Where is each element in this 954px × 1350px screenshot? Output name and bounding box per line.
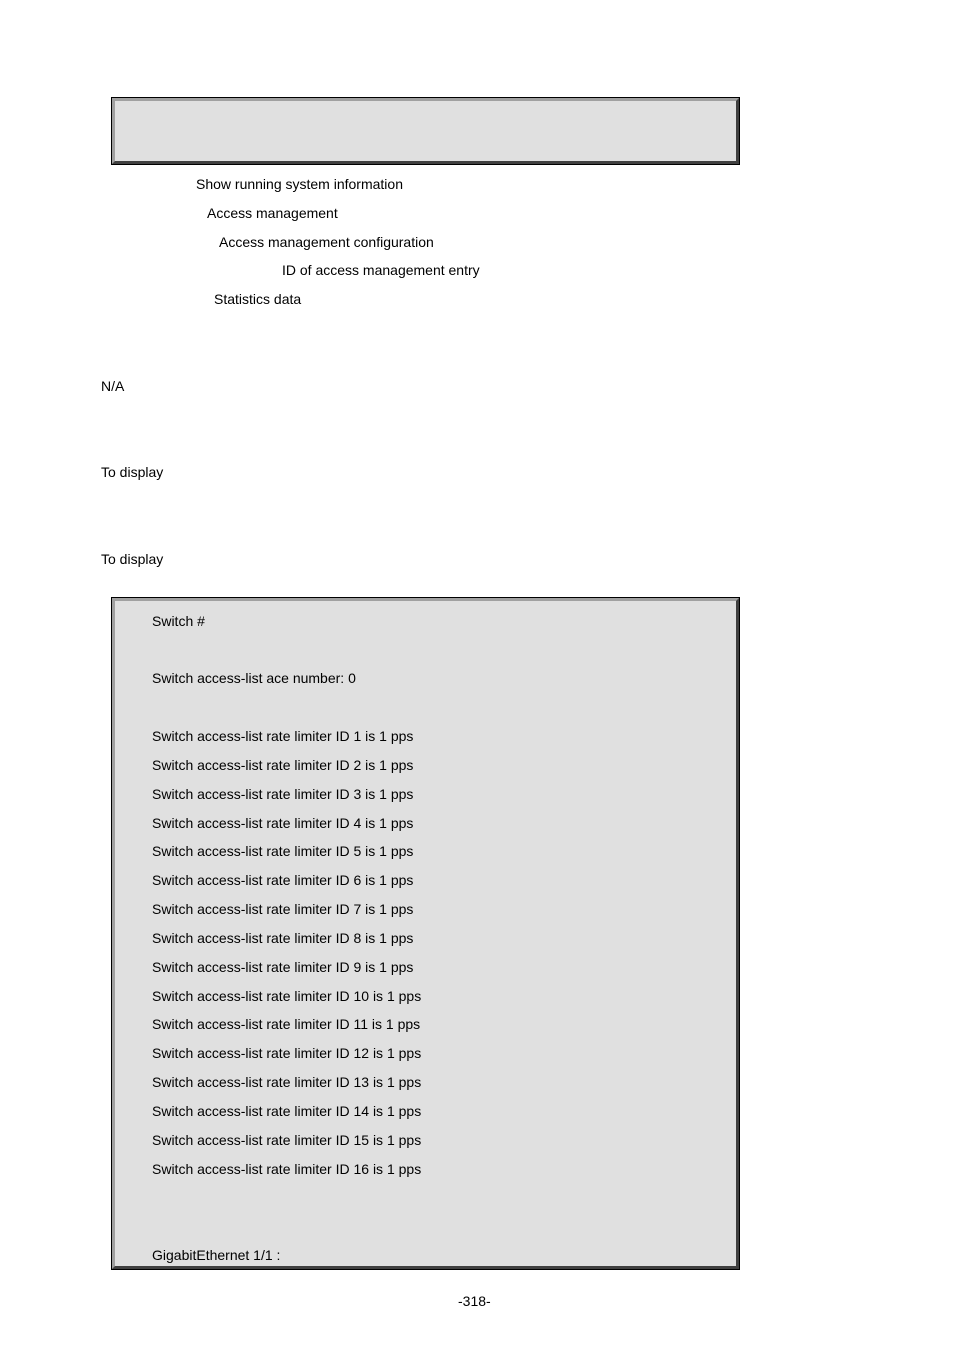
console-line-rate-limiter: Switch access-list rate limiter ID 10 is 1 pps <box>152 988 422 1004</box>
console-line-rate-limiter: Switch access-list rate limiter ID 14 is 1 pps <box>152 1103 422 1119</box>
console-line-rate-limiter: Switch access-list rate limiter ID 12 is 1 pps <box>152 1045 422 1061</box>
console-line-rate-limiter: Switch access-list rate limiter ID 1 is 1 pps <box>152 728 414 744</box>
console-line-rate-limiter: Switch access-list rate limiter ID 3 is 1 pps <box>152 786 414 802</box>
console-prompt: Switch # <box>152 613 205 629</box>
console-line-rate-limiter: Switch access-list rate limiter ID 11 is 1 pps <box>152 1016 421 1032</box>
param-configuration-description: Access management configuration <box>219 234 434 250</box>
param-access-management-description: Access management <box>207 205 338 221</box>
console-line-ace-number: Switch access-list ace number: 0 <box>152 670 356 686</box>
console-line-rate-limiter: Switch access-list rate limiter ID 9 is 1 pps <box>152 959 414 975</box>
console-line-rate-limiter: Switch access-list rate limiter ID 2 is 1 pps <box>152 757 414 773</box>
param-show-description: Show running system information <box>196 176 403 192</box>
console-line-rate-limiter: Switch access-list rate limiter ID 4 is 1 pps <box>152 815 414 831</box>
console-line-interface: GigabitEthernet 1/1 : <box>152 1247 281 1263</box>
command-syntax-box <box>112 98 739 164</box>
console-line-rate-limiter: Switch access-list rate limiter ID 13 is 1 pps <box>152 1074 422 1090</box>
param-statistics-description: Statistics data <box>214 291 302 307</box>
console-line-rate-limiter: Switch access-list rate limiter ID 15 is 1 pps <box>152 1132 422 1148</box>
example-output-box <box>112 598 739 1269</box>
console-line-rate-limiter: Switch access-list rate limiter ID 7 is 1 pps <box>152 901 414 917</box>
console-line-rate-limiter: Switch access-list rate limiter ID 6 is 1 pps <box>152 872 414 888</box>
page-number: -318- <box>458 1293 491 1309</box>
default-value: N/A <box>101 378 125 394</box>
usage-guideline: To display <box>101 464 164 480</box>
console-line-rate-limiter: Switch access-list rate limiter ID 5 is 1 pps <box>152 843 414 859</box>
console-line-rate-limiter: Switch access-list rate limiter ID 8 is 1 pps <box>152 930 414 946</box>
example-intro: To display <box>101 551 164 567</box>
param-entry-id-description: ID of access management entry <box>282 262 480 278</box>
console-line-rate-limiter: Switch access-list rate limiter ID 16 is 1 pps <box>152 1161 422 1177</box>
